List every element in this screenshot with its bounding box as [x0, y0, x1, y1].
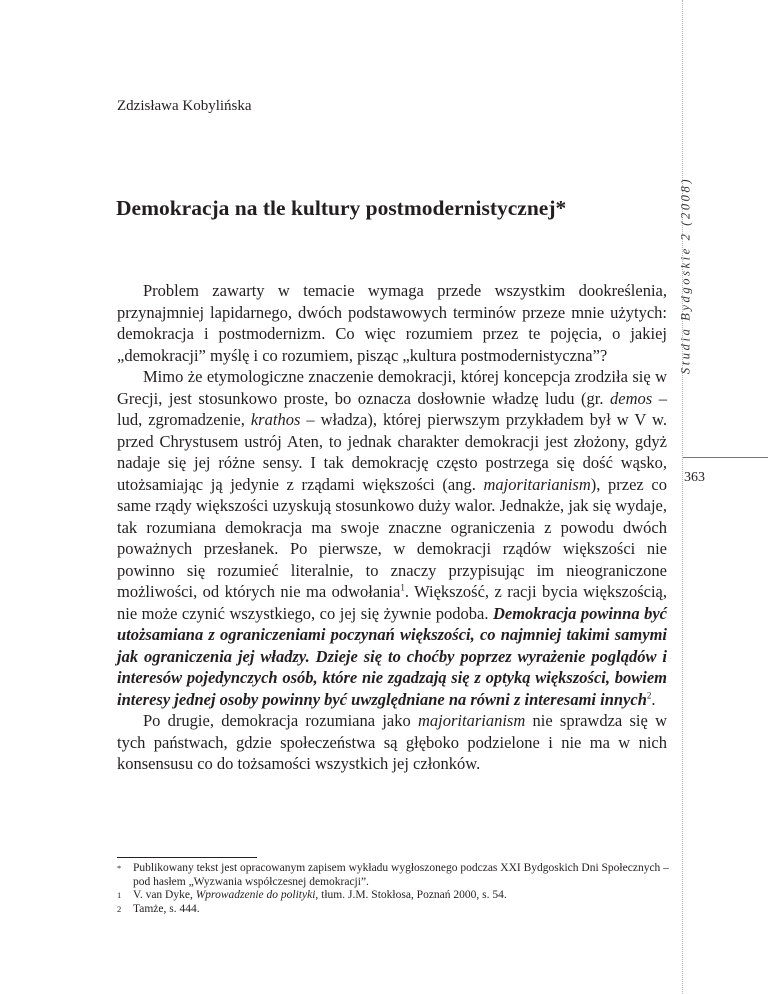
footnote-ref-1: 1: [400, 582, 405, 593]
margin-dotted-rule: [682, 0, 683, 994]
term-majoritarianism: majoritarianism: [483, 474, 591, 494]
footnote-1: 1 V. van Dyke, Wprowadzenie do polityki, tłum. J.M. Stokłosa, Poznań 2000, s. 54.: [117, 889, 507, 901]
article-title: Demokracja na tle kultury postmodernistycznej*: [116, 196, 567, 220]
term-demos: demos: [610, 388, 653, 408]
journal-running-head: Studia Bydgoskie 2 (2008): [678, 176, 693, 375]
emphasis-quote: Demokracja powinna być utożsamiana z ograniczeniami poczynań większości, co najmniej takimi samymi jak ograniczenia jej władzy. Dzieje się to choćby poprzez wyrażenie poglądów i interesów pojedynczych osób, które nie zgadzają się z optyką większości, bowiem interesy jednej osoby powinny być uwzględniane na równi z interesami innych: [117, 603, 667, 709]
paragraph-1: Problem zawarty w temacie wymaga przede wszystkim dookreślenia, przynajmniej lapidarnego, dwóch podstawowych terminów przeze mnie użytych: demokracja i postmodernizm. Co więc rozumiem przez te pojęcia, o jakiej „demokracji” myślę i co rozumiem, pisząc „kultura postmodernistyczna”?: [117, 281, 667, 365]
page-number-rule: [683, 457, 768, 458]
footnote-star: * Publikowany tekst jest opracowanym zapisem wykładu wygłoszonego podczas XXI Bydgoskich Dni Społecznych – pod hasłem „Wyzwania współczesnej demokracji”.: [117, 862, 669, 888]
page-number: 363: [684, 470, 705, 485]
term-majoritarianism-2: majoritarianism: [417, 711, 526, 730]
term-krathos: krathos: [250, 410, 301, 429]
author-name: Zdzisława Kobylińska: [117, 98, 252, 114]
footnote-2: 2 Tamże, s. 444.: [117, 902, 200, 915]
paragraph-3: Po drugie, demokracja rozumiana jako majoritarianism nie sprawdza się w tych państwach, gdzie społeczeństwa są głęboko podzielone i nie ma w nich konsensusu co do tożsamości wszystkich jej członków.: [117, 711, 667, 773]
article-body: [117, 280, 667, 775]
footnotes: [117, 862, 677, 916]
paragraph-2: Mimo że etymologiczne znaczenie demokracji, której koncepcja zrodziła się w Grecji, jest stosunkowo proste, bo oznacza dosłownie władzę ludu (gr. demos – lud, zgromadzenie, krathos – władza), której pierwszym przykładem był w V w. przed Chrystusem ustrój Aten, to jednak charakter demokracji jest złożony, gdyż nadaje się jej różne sensy. I tak demokrację często postrzega się dość wąsko, utożsamiając ją jedynie z rządami większości (ang. majoritarianism), przez co same rządy większości uzyskują stosunkowo duży walor. Jednakże, jak się wydaje, tak rozumiana demokracja ma swoje znaczne ograniczenia z powodu dwóch poważnych przesłanek. Po pierwsze, w demokracji rządów większości nie powinno się rozumieć literalnie, to znaczy przypisując im nieograniczone możliwości, od których nie ma odwołania$^1$. Większość, z racji bycia większością, nie może czynić wszystkiego, co jej się żywnie podoba. Demokracja powinna być utożsamiana z ograniczeniami poczynań większości, co najmniej takimi samymi jak ograniczenia jej władzy. Dzieje się to choćby poprzez wyrażenie poglądów i interesów pojedynczych osób, które nie zgadzają się z optyką większości, bowiem interesy jednej osoby powinny być uwzględniane na równi z interesami innych$^2$.: [117, 367, 668, 709]
footnote-separator: [117, 857, 257, 858]
footnote-ref-2: 2: [646, 690, 652, 700]
